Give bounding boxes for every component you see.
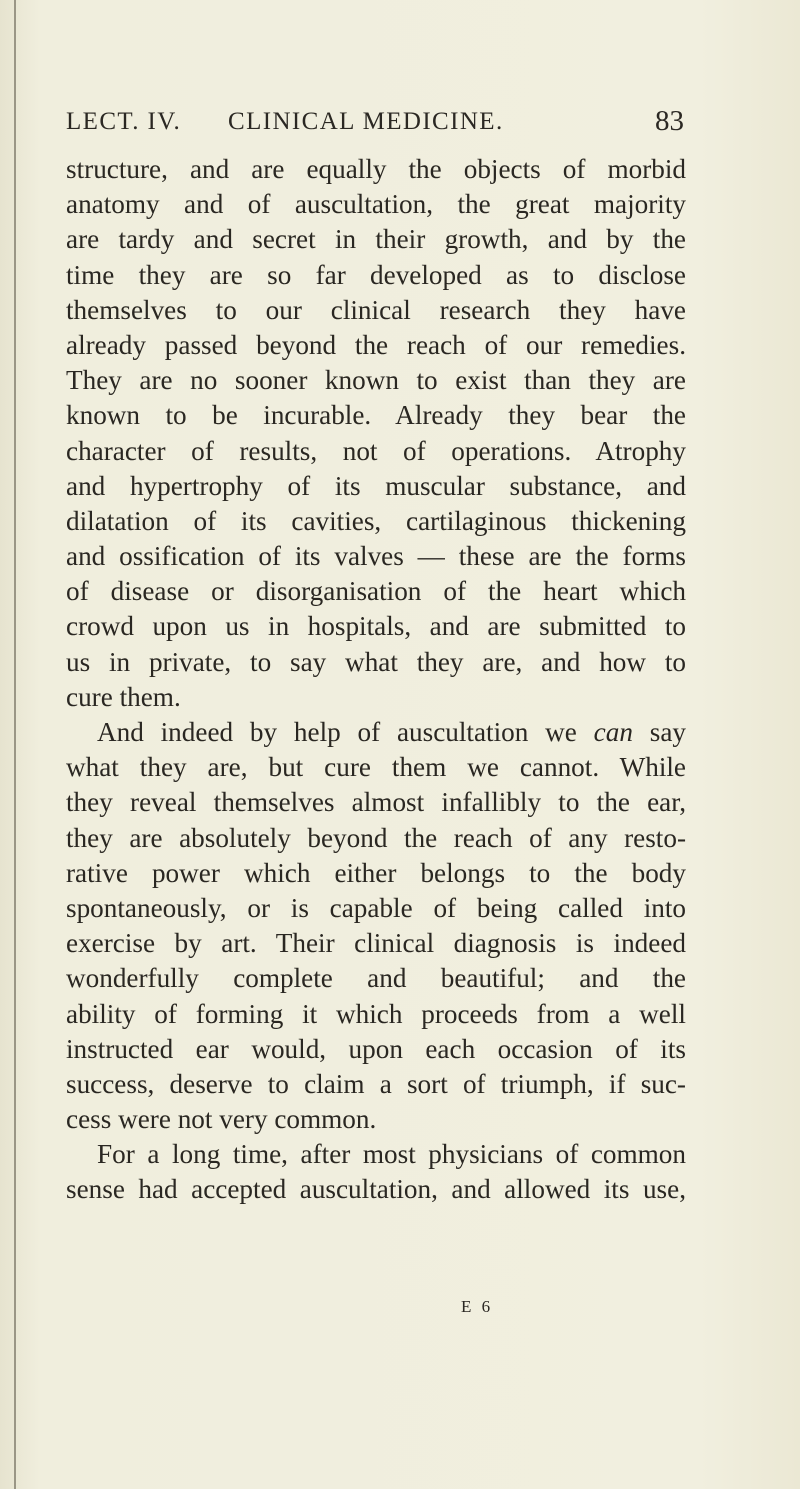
header-title: CLINICAL MEDICINE. [228, 108, 504, 135]
page-edge-rule [14, 0, 16, 1489]
text-line: and hypertrophy of its muscular substance, and [66, 470, 686, 501]
text-line: crowd upon us in hospitals, and are submitted to [66, 611, 686, 642]
text-line: ability of forming it which proceeds from a well [66, 998, 686, 1029]
text-line: dilatation of its cavities, cartilaginous thickening [66, 505, 686, 536]
text-line: what they are, but cure them we cannot. While [66, 752, 686, 783]
text-line: already passed beyond the reach of our remedies. [66, 329, 686, 360]
emphasized-word: can [593, 717, 633, 747]
paragraph-start-line: For a long time, after most physicians of common [97, 1139, 686, 1170]
text-line: sense had accepted auscultation, and allowed its use, [66, 1174, 686, 1205]
text-line: they are absolutely beyond the reach of any resto- [66, 822, 686, 853]
line-text-before: And indeed by help of auscultation we [97, 717, 594, 747]
text-line: known to be incurable. Already they bear the [66, 400, 686, 431]
text-line: instructed ear would, upon each occasion of its [66, 1033, 686, 1064]
text-line: wonderfully complete and beautiful; and the [66, 963, 686, 994]
text-line: they reveal themselves almost infallibly to the ear, [66, 787, 686, 818]
text-line: They are no sooner known to exist than they are [66, 365, 686, 396]
text-line: of disease or disorganisation of the heart which [66, 576, 686, 607]
text-line: themselves to our clinical research they have [66, 294, 686, 325]
text-line: cess were not very common. [66, 1104, 377, 1135]
printer-signature-mark: E 6 [461, 1297, 494, 1316]
text-line: are tardy and secret in their growth, and by the [66, 224, 686, 255]
text-line: rative power which either belongs to the body [66, 857, 686, 888]
text-line: cure them. [66, 681, 181, 712]
body-text [66, 152, 686, 1208]
page-number: 83 [655, 105, 684, 137]
text-line: anatomy and of auscultation, the great majority [66, 189, 686, 220]
running-header [66, 105, 684, 148]
line-text-after: say [632, 717, 686, 747]
text-line: success, deserve to claim a sort of triumph, if suc- [66, 1068, 686, 1099]
text-line: and ossification of its valves — these are the forms [66, 541, 686, 572]
text-line: spontaneously, or is capable of being called into [66, 892, 686, 923]
text-line: time they are so far developed as to disclose [66, 259, 686, 290]
text-line: exercise by art. Their clinical diagnosis is indeed [66, 928, 686, 959]
lecture-label: LECT. IV. [66, 108, 182, 135]
text-line: character of results, not of operations. Atrophy [66, 435, 686, 466]
paragraph-start-line [66, 715, 686, 750]
text-line: us in private, to say what they are, and how to [66, 646, 686, 677]
text-line: structure, and are equally the objects of morbid [66, 154, 686, 184]
